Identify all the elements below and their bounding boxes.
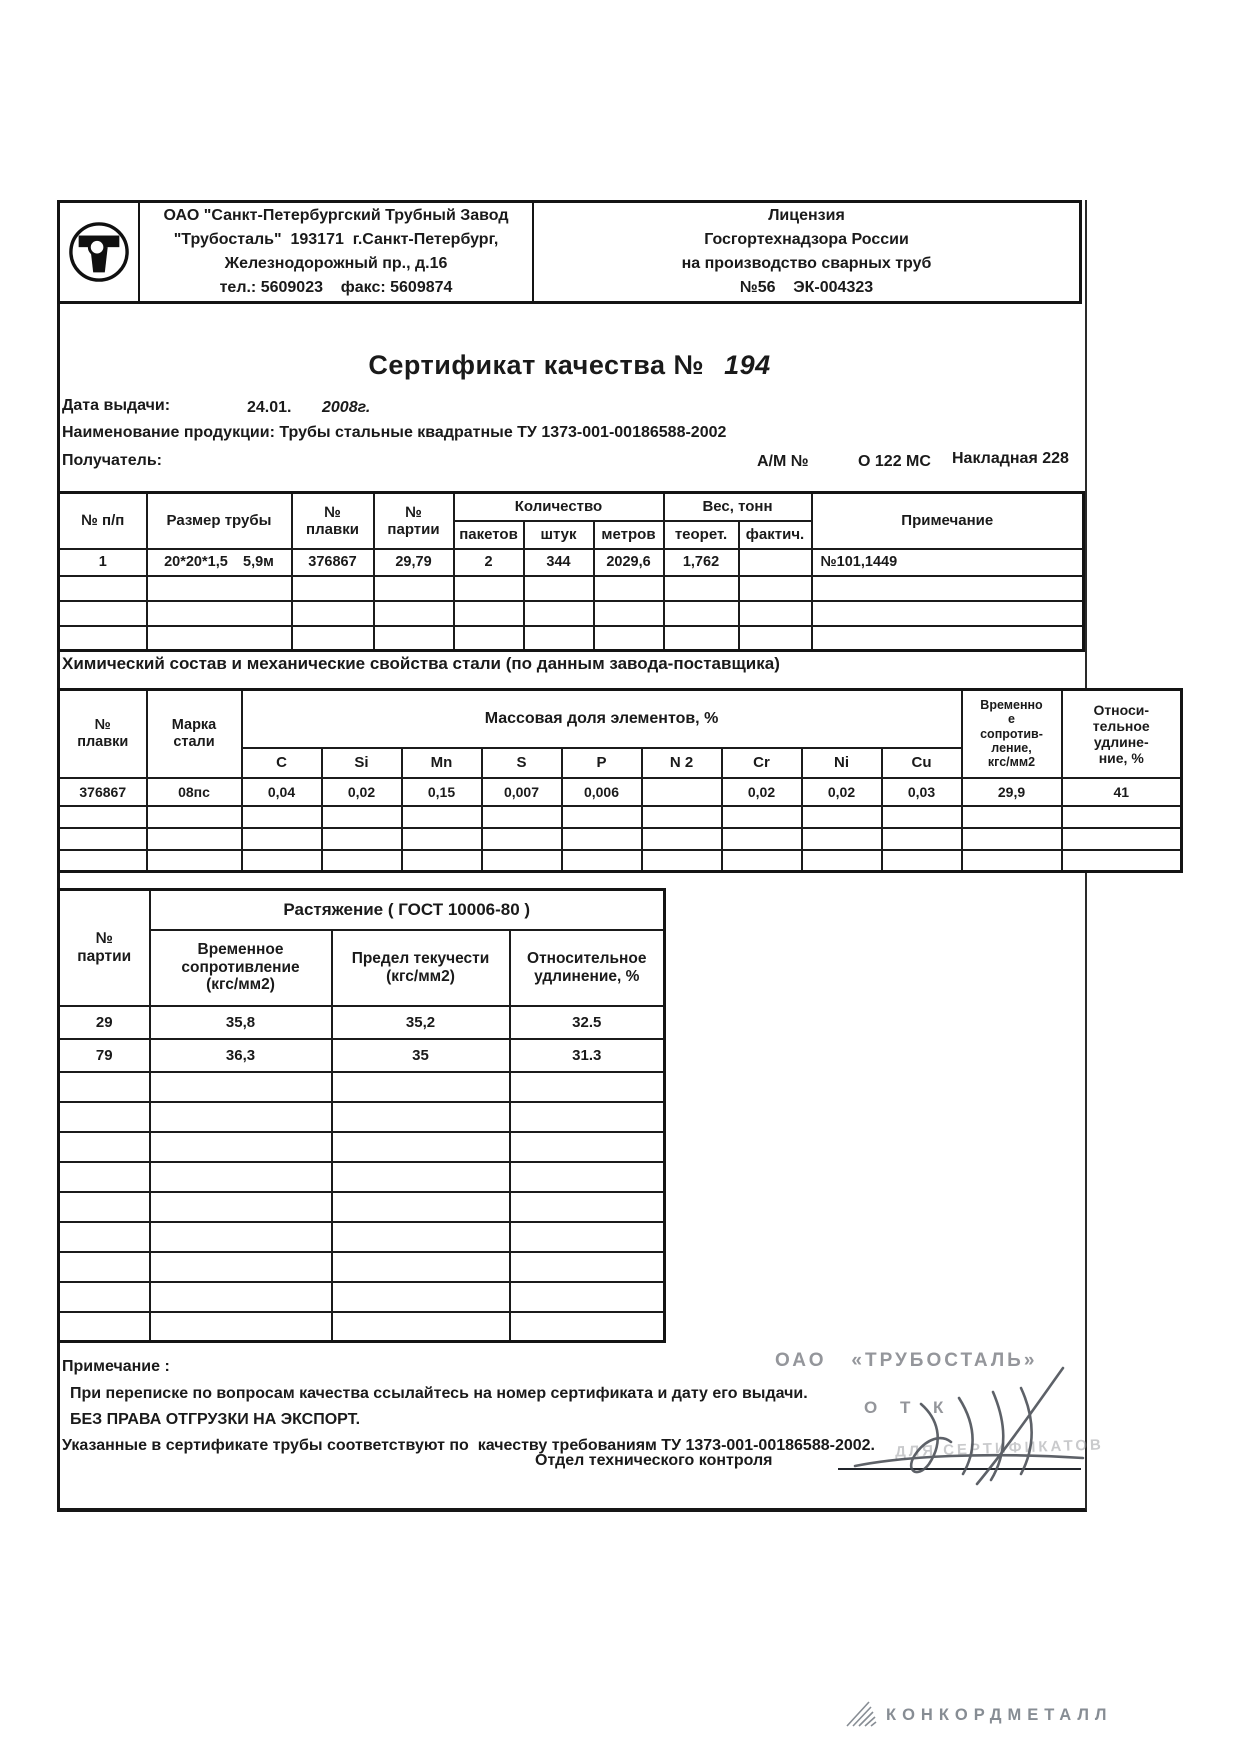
header-band: [57, 200, 1082, 304]
cell-Cr: 0,02: [722, 778, 802, 806]
empty-row: [59, 1222, 665, 1252]
table-row: [59, 549, 1084, 576]
th-batch-line: №: [95, 929, 113, 947]
empty-cell: [962, 850, 1062, 872]
empty-row: [59, 1282, 665, 1312]
th-element-Mn: Mn: [402, 748, 482, 778]
empty-cell: [510, 1102, 665, 1132]
th-line: Предел текучести: [351, 949, 490, 967]
empty-cell: [812, 576, 1084, 601]
cell-theor: 1,762: [664, 549, 739, 576]
empty-cell: [664, 576, 739, 601]
empty-row: [59, 1162, 665, 1192]
stamp-otk-text: О Т К: [864, 1398, 953, 1417]
empty-cell: [739, 576, 812, 601]
date-issued-year: 2008г.: [322, 399, 371, 416]
watermark-logo-icon: [845, 1700, 877, 1728]
th-melt-line: плавки: [306, 520, 359, 538]
empty-row: [59, 626, 1084, 651]
th-line: Временно: [980, 697, 1043, 712]
empty-cell: [242, 806, 322, 828]
tension-table: [57, 888, 666, 1343]
empty-cell: [292, 576, 374, 601]
th-pieces: штук: [524, 521, 594, 549]
empty-cell: [524, 576, 594, 601]
note-line-3: Указанные в сертификате трубы соответствуют по качеству требованиям ТУ 1373-001-00186588-2002.: [62, 1437, 875, 1454]
cell-fact: [739, 549, 812, 576]
empty-cell: [510, 1312, 665, 1342]
empty-cell: [150, 1222, 332, 1252]
empty-cell: [812, 601, 1084, 626]
empty-cell: [454, 576, 524, 601]
empty-cell: [292, 601, 374, 626]
license-line: Госгортехнадзора России: [704, 231, 909, 248]
empty-cell: [882, 850, 962, 872]
th-line: ление,: [991, 740, 1032, 755]
th-line: удлине-: [1093, 733, 1149, 750]
chem-section-title: Химический состав и механические свойства стали (по данным завода-поставщика): [62, 654, 780, 673]
cell-num: 1: [59, 549, 147, 576]
empty-cell: [147, 601, 292, 626]
empty-cell: [739, 626, 812, 651]
empty-cell: [664, 601, 739, 626]
th-line: сопротив-: [980, 726, 1043, 741]
company-line: Железнодорожный пр., д.16: [224, 255, 448, 272]
note-line-1: При переписке по вопросам качества ссылайтесь на номер сертификата и дату его выдачи.: [70, 1385, 808, 1402]
th-element-C: C: [242, 748, 322, 778]
watermark-text: КОНКОРДМЕТАЛЛ: [886, 1706, 1113, 1724]
empty-cell: [882, 806, 962, 828]
empty-cell: [150, 1282, 332, 1312]
cell-pieces: 344: [524, 549, 594, 576]
th-line: кгс/мм2: [987, 755, 1036, 770]
cell-yield: 35,2: [332, 1006, 510, 1039]
th-quantity-group: Количество: [454, 493, 664, 521]
empty-cell: [374, 576, 454, 601]
product-line: Наименование продукции: Трубы стальные квадратные ТУ 1373-001-00186588-2002: [62, 424, 727, 441]
empty-cell: [739, 601, 812, 626]
empty-cell: [59, 576, 147, 601]
date-issued-value: 24.01.: [247, 399, 292, 416]
empty-cell: [562, 828, 642, 850]
stamp-for-certs-text: ДЛЯ СЕРТИФИКАТОВ: [894, 1436, 1105, 1461]
th-grade-line: стали: [173, 733, 215, 750]
th-melt: [59, 690, 147, 778]
date-issued-label: Дата выдачи:: [62, 397, 171, 414]
note-line-2: БЕЗ ПРАВА ОТГРУЗКИ НА ЭКСПОРТ.: [70, 1411, 361, 1428]
empty-cell: [59, 1252, 150, 1282]
signature-scribble: [825, 1362, 1090, 1490]
empty-cell: [147, 576, 292, 601]
cell-batch: 29: [59, 1006, 150, 1039]
empty-cell: [510, 1072, 665, 1102]
note-label: Примечание :: [62, 1358, 170, 1375]
cell-length-value: 5,9м: [243, 554, 274, 570]
th-element-S: S: [482, 748, 562, 778]
empty-cell: [722, 828, 802, 850]
empty-cell: [962, 806, 1062, 828]
cell-Cu: 0,03: [882, 778, 962, 806]
cell-size: [147, 549, 292, 576]
empty-cell: [59, 806, 147, 828]
th-line: тельное: [1092, 717, 1150, 734]
empty-cell: [332, 1222, 510, 1252]
empty-cell: [562, 850, 642, 872]
th-line: (кгс/мм2): [386, 967, 455, 985]
cell-batch: 29,79: [374, 549, 454, 576]
cell-P: 0,006: [562, 778, 642, 806]
th-packs: пакетов: [454, 521, 524, 549]
cell-yield: 35: [332, 1039, 510, 1072]
th-batch-line: партии: [77, 947, 132, 965]
empty-cell: [292, 626, 374, 651]
empty-cell: [59, 1222, 150, 1252]
empty-cell: [332, 1192, 510, 1222]
empty-row: [59, 828, 1182, 850]
cell-meters: 2029,6: [594, 549, 664, 576]
empty-cell: [59, 1072, 150, 1102]
empty-cell: [150, 1192, 332, 1222]
th-element-P: P: [562, 748, 642, 778]
empty-row: [59, 1132, 665, 1162]
empty-row: [59, 1192, 665, 1222]
empty-row: [59, 1072, 665, 1102]
empty-cell: [1062, 850, 1182, 872]
pipes-table: [57, 491, 1085, 652]
empty-cell: [150, 1252, 332, 1282]
empty-cell: [524, 626, 594, 651]
empty-cell: [664, 626, 739, 651]
th-batch: [59, 890, 150, 1006]
empty-cell: [374, 626, 454, 651]
th-tensile-strength: [150, 930, 332, 1006]
cell-grade: 08пс: [147, 778, 242, 806]
th-line: е: [1008, 712, 1015, 727]
empty-cell: [524, 601, 594, 626]
empty-cell: [454, 601, 524, 626]
empty-row: [59, 1312, 665, 1342]
th-melt-line: №: [94, 717, 111, 734]
company-line: "Трубосталь" 193171 г.Санкт-Петербург,: [173, 231, 499, 248]
th-line: сопротивление: [181, 958, 300, 976]
th-melt-line: плавки: [77, 733, 129, 750]
th-tensile-strength: [962, 690, 1062, 778]
empty-cell: [642, 850, 722, 872]
th-element-Cr: Cr: [722, 748, 802, 778]
cell-elong: 31.3: [510, 1039, 665, 1072]
empty-cell: [402, 828, 482, 850]
empty-cell: [510, 1252, 665, 1282]
empty-cell: [59, 850, 147, 872]
cell-melt: 376867: [59, 778, 147, 806]
empty-cell: [1062, 806, 1182, 828]
empty-cell: [962, 828, 1062, 850]
am-number-label: А/М №: [757, 453, 809, 470]
trubostal-logo-icon: [68, 221, 130, 283]
cell-Mn: 0,15: [402, 778, 482, 806]
cell-batch: 79: [59, 1039, 150, 1072]
empty-cell: [510, 1282, 665, 1312]
cell-Si: 0,02: [322, 778, 402, 806]
empty-cell: [374, 601, 454, 626]
empty-cell: [812, 626, 1084, 651]
cell-N2: [642, 778, 722, 806]
qc-dept-label: Отдел технического контроля: [535, 1452, 773, 1469]
th-line: удлинение, %: [534, 967, 640, 985]
chem-table: [57, 688, 1183, 873]
empty-cell: [510, 1222, 665, 1252]
empty-cell: [882, 828, 962, 850]
empty-cell: [150, 1072, 332, 1102]
th-grade-line: Марка: [171, 717, 217, 734]
th-mass-group: Массовая доля элементов, %: [242, 690, 962, 748]
empty-cell: [59, 828, 147, 850]
empty-cell: [150, 1312, 332, 1342]
empty-cell: [322, 806, 402, 828]
th-element-Cu: Cu: [882, 748, 962, 778]
th-tension-group: Растяжение ( ГОСТ 10006-80 ): [150, 890, 665, 930]
empty-cell: [147, 626, 292, 651]
th-element-N2: N 2: [642, 748, 722, 778]
empty-cell: [332, 1072, 510, 1102]
cell-melt: 376867: [292, 549, 374, 576]
table-header-row: [59, 930, 665, 1006]
stamp-org-text: ОАО «ТРУБОСТАЛЬ»: [775, 1350, 1038, 1371]
table-header-row: [59, 890, 665, 930]
table-header-row: [59, 690, 1182, 748]
th-note: Примечание: [812, 493, 1084, 549]
empty-cell: [332, 1132, 510, 1162]
empty-cell: [59, 1312, 150, 1342]
empty-cell: [147, 806, 242, 828]
empty-cell: [332, 1282, 510, 1312]
empty-cell: [642, 806, 722, 828]
empty-cell: [322, 850, 402, 872]
empty-cell: [332, 1312, 510, 1342]
empty-cell: [642, 828, 722, 850]
company-line: ОАО "Санкт-Петербургский Трубный Завод: [163, 207, 509, 224]
empty-cell: [59, 1102, 150, 1132]
empty-cell: [322, 828, 402, 850]
th-batch-line: №: [405, 503, 422, 521]
cell-tensile: 36,3: [150, 1039, 332, 1072]
empty-cell: [147, 828, 242, 850]
empty-cell: [59, 626, 147, 651]
empty-cell: [332, 1102, 510, 1132]
certificate-title: [57, 350, 1082, 381]
th-num: № п/п: [59, 493, 147, 549]
empty-cell: [454, 626, 524, 651]
th-grade: [147, 690, 242, 778]
cell-S: 0,007: [482, 778, 562, 806]
empty-cell: [510, 1192, 665, 1222]
empty-cell: [59, 1192, 150, 1222]
th-size: Размер трубы: [147, 493, 292, 549]
th-batch-line: партии: [387, 520, 440, 538]
empty-cell: [562, 806, 642, 828]
empty-cell: [594, 601, 664, 626]
cell-C: 0,04: [242, 778, 322, 806]
empty-cell: [59, 601, 147, 626]
empty-cell: [722, 850, 802, 872]
table-row: [59, 1039, 665, 1072]
cell-packs: 2: [454, 549, 524, 576]
empty-cell: [802, 806, 882, 828]
empty-cell: [722, 806, 802, 828]
empty-cell: [150, 1162, 332, 1192]
th-melt-line: №: [324, 503, 341, 521]
empty-row: [59, 601, 1084, 626]
empty-cell: [150, 1132, 332, 1162]
license-info: [534, 203, 1079, 301]
empty-cell: [802, 828, 882, 850]
table-header-row: [59, 493, 1084, 521]
logo-cell: [60, 203, 140, 301]
empty-cell: [59, 1282, 150, 1312]
cell-elong: 41: [1062, 778, 1182, 806]
empty-cell: [482, 828, 562, 850]
th-line: (кгс/мм2): [206, 976, 275, 994]
empty-row: [59, 1252, 665, 1282]
recipient-label: Получатель:: [62, 452, 162, 469]
th-weight-group: Вес, тонн: [664, 493, 812, 521]
empty-row: [59, 806, 1182, 828]
th-line: Временное: [197, 940, 284, 958]
cell-tensile: 29,9: [962, 778, 1062, 806]
th-rel-elongation: [510, 930, 665, 1006]
th-line: Относительное: [527, 949, 647, 967]
am-number-value: О 122 МС: [858, 453, 931, 470]
empty-row: [59, 1102, 665, 1132]
license-line: №56 ЭК-004323: [739, 279, 874, 296]
empty-cell: [510, 1162, 665, 1192]
empty-cell: [594, 626, 664, 651]
empty-cell: [59, 1162, 150, 1192]
cell-size-value: 20*20*1,5: [164, 554, 228, 570]
empty-cell: [242, 828, 322, 850]
table-row: [59, 778, 1182, 806]
empty-row: [59, 576, 1084, 601]
empty-cell: [402, 850, 482, 872]
empty-cell: [1062, 828, 1182, 850]
empty-cell: [482, 850, 562, 872]
empty-row: [59, 850, 1182, 872]
cell-elong: 32.5: [510, 1006, 665, 1039]
company-line: тел.: 5609023 факс: 5609874: [219, 279, 453, 296]
empty-cell: [332, 1252, 510, 1282]
cell-Ni: 0,02: [802, 778, 882, 806]
empty-cell: [150, 1102, 332, 1132]
table-row: [59, 1006, 665, 1039]
company-info: [140, 203, 534, 301]
cell-tensile: 35,8: [150, 1006, 332, 1039]
certificate-title-label: Сертификат качества №: [368, 350, 705, 380]
th-theor: теорет.: [664, 521, 739, 549]
empty-cell: [59, 1132, 150, 1162]
th-element-Ni: Ni: [802, 748, 882, 778]
empty-cell: [510, 1132, 665, 1162]
empty-cell: [802, 850, 882, 872]
empty-cell: [242, 850, 322, 872]
th-fact: фактич.: [739, 521, 812, 549]
th-batch: [374, 493, 454, 549]
th-line: Относи-: [1093, 701, 1150, 718]
empty-cell: [594, 576, 664, 601]
th-line: ние, %: [1098, 749, 1144, 766]
th-yield-strength: [332, 930, 510, 1006]
invoice-number: Накладная 228: [952, 450, 1069, 467]
cell-note: №101,1449: [812, 549, 1084, 576]
empty-cell: [402, 806, 482, 828]
certificate-number: 194: [724, 350, 771, 380]
empty-cell: [482, 806, 562, 828]
th-meters: метров: [594, 521, 664, 549]
license-line: на производство сварных труб: [681, 255, 932, 272]
license-line: Лицензия: [768, 207, 845, 224]
th-element-Si: Si: [322, 748, 402, 778]
th-rel-elongation: [1062, 690, 1182, 778]
th-melt: [292, 493, 374, 549]
empty-cell: [332, 1162, 510, 1192]
empty-cell: [147, 850, 242, 872]
